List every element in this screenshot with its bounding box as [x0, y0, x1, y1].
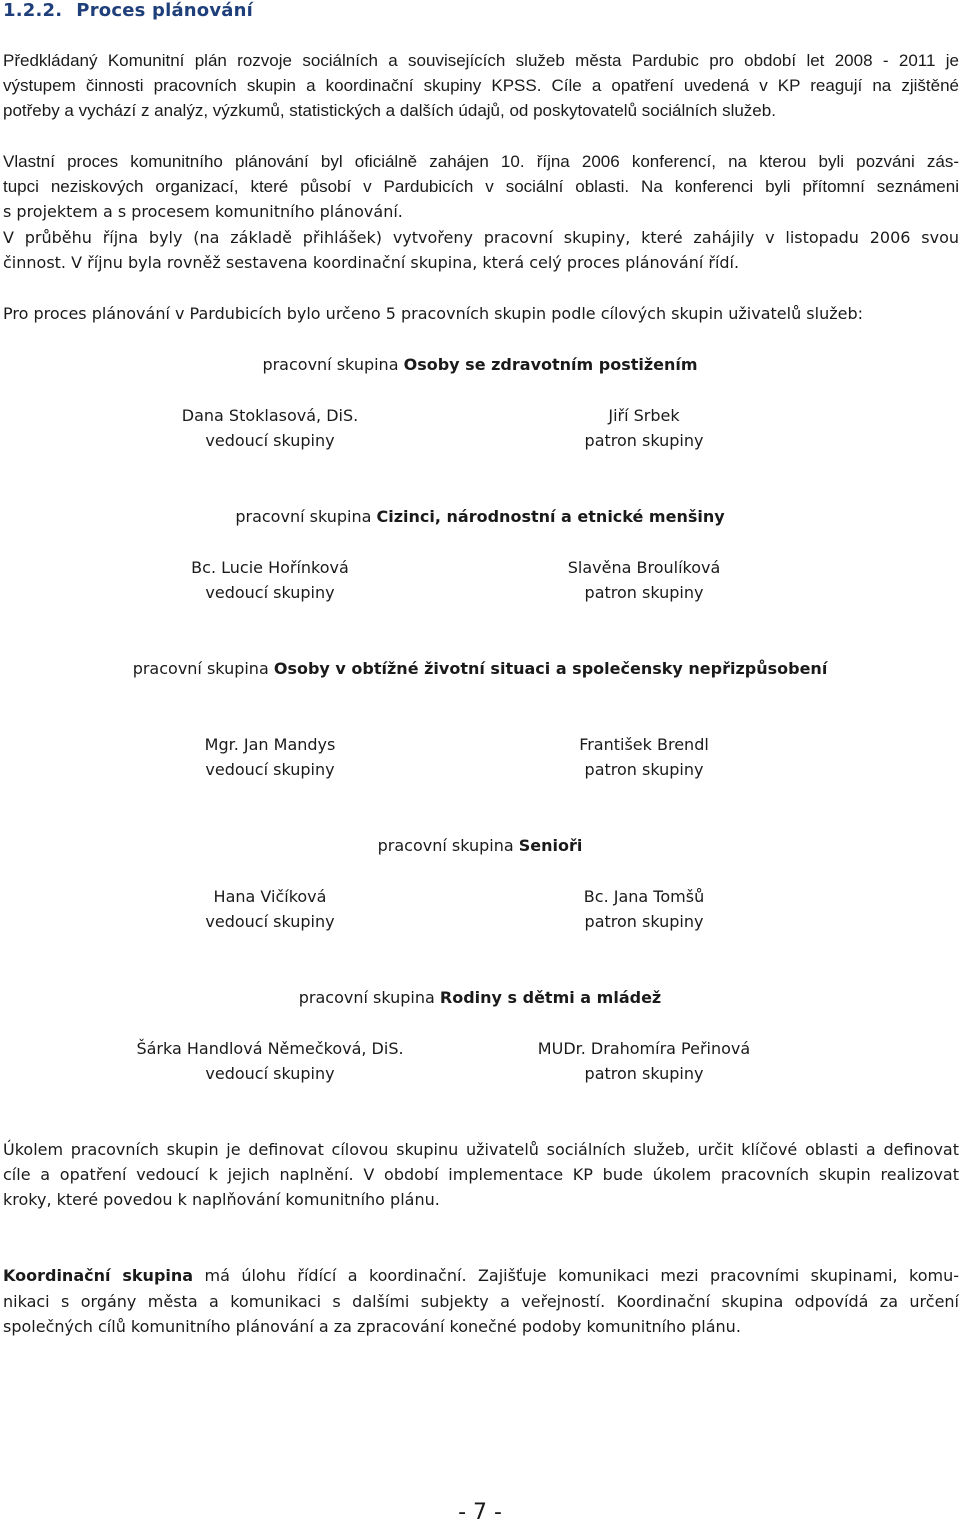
para3-line-2: cíle a opatření vedoucí k jejich naplnění. V období implementace KP bude úkolem pracovních skupin realizovat: [3, 1165, 959, 1184]
patron-name: Jiří Srbek: [608, 406, 680, 425]
patron-role: patron skupiny: [584, 760, 704, 779]
patron-role: patron skupiny: [584, 1064, 704, 1083]
leader-name: Bc. Lucie Hořínková: [191, 558, 349, 577]
page-number: - 7 -: [458, 1500, 502, 1525]
leader-role: vedoucí skupiny: [205, 583, 335, 602]
patron-name: Slavěna Broulíková: [567, 558, 721, 577]
group-patron: [494, 1036, 794, 1086]
para4-line-1: Koordinační skupina má úlohu řídící a koordinační. Zajišťuje komunikaci mezi pracovními skupinami, komu-: [3, 1266, 960, 1285]
para2-line-5: činnost. V říjnu byla rovněž sestavena koordinační skupina, která celý proces plánování řídí.: [3, 253, 740, 272]
para2-line-1: Vlastní proces komunitního plánování byl oficiálně zahájen 10. října 2006 konferencí, na kterou byli pozváni zás-: [3, 152, 959, 171]
leader-name: Mgr. Jan Mandys: [204, 735, 336, 754]
section-number: 1.2.2.: [3, 0, 63, 21]
para4-line-2: nikaci s orgány města a komunikaci s dalšími subjekty a veřejností. Koordinační skupina odpovídá za určení: [3, 1292, 959, 1311]
group-title: pracovní skupina Senioři: [377, 836, 583, 855]
group-patron: [494, 555, 794, 605]
leader-name: Dana Stoklasová, DiS.: [181, 406, 359, 425]
para2-line-2: tupci neziskových organizací, které působí v Pardubicích v sociální oblasti. Na konferenci byli přítomní seznámeni: [3, 177, 959, 196]
patron-name: Bc. Jana Tomšů: [583, 887, 705, 906]
group-patron: [494, 884, 794, 934]
para1-line-3: potřeby a vychází z analýz, výzkumů, statistických a dalších údajů, od poskytovatelů sociálních služeb.: [3, 101, 776, 120]
para2-line-3: s projektem a s procesem komunitního plánování.: [3, 202, 403, 221]
group-patron: [494, 403, 794, 453]
leader-role: vedoucí skupiny: [205, 912, 335, 931]
group-leader: [120, 1036, 420, 1086]
group-leader: [120, 732, 420, 782]
leader-role: vedoucí skupiny: [205, 431, 335, 450]
group-title: pracovní skupina Rodiny s dětmi a mládež: [298, 988, 662, 1007]
patron-role: patron skupiny: [584, 583, 704, 602]
para1-line-1: Předkládaný Komunitní plán rozvoje sociálních a souvisejících služeb města Pardubic pro období let 2008 - 2011 je: [3, 51, 959, 70]
group-title: pracovní skupina Cizinci, národnostní a etnické menšiny: [235, 507, 725, 526]
patron-name: František Brendl: [579, 735, 709, 754]
leader-role: vedoucí skupiny: [205, 760, 335, 779]
group-leader: [120, 884, 420, 934]
leader-role: vedoucí skupiny: [205, 1064, 335, 1083]
para3-line-1: Úkolem pracovních skupin je definovat cílovou skupinu uživatelů sociálních služeb, určit klíčové oblasti a definovat: [3, 1140, 959, 1159]
group-leader: [120, 555, 420, 605]
para3-line-3: kroky, které povedou k naplňování komunitního plánu.: [3, 1190, 440, 1209]
patron-role: patron skupiny: [584, 431, 704, 450]
groups-intro: Pro proces plánování v Pardubicích bylo určeno 5 pracovních skupin podle cílových skupin uživatelů služeb:: [3, 304, 863, 323]
patron-role: patron skupiny: [584, 912, 704, 931]
section-title: Proces plánování: [76, 0, 254, 21]
para2-line-4: V průběhu října byly (na základě přihlášek) vytvořeny pracovní skupiny, které zahájily v listopadu 2006 svou: [3, 228, 959, 247]
para1-line-2: výstupem činnosti pracovních skupin a koordinační skupiny KPSS. Cíle a opatření uvedená v KP reagují na zjištěné: [3, 76, 959, 95]
para4-line-3: společných cílů komunitního plánování a za zpracování konečné podoby komunitního plánu.: [3, 1317, 741, 1336]
leader-name: Hana Vičíková: [213, 887, 327, 906]
group-leader: [120, 403, 420, 453]
section-heading: [3, 0, 267, 21]
group-title: pracovní skupina Osoby se zdravotním postižením: [262, 355, 698, 374]
group-title: pracovní skupina Osoby v obtížné životní situaci a společensky nepřizpůsobení: [132, 659, 828, 678]
leader-name: Šárka Handlová Němečková, DiS.: [136, 1039, 404, 1058]
patron-name: MUDr. Drahomíra Peřinová: [537, 1039, 751, 1058]
group-patron: [494, 732, 794, 782]
